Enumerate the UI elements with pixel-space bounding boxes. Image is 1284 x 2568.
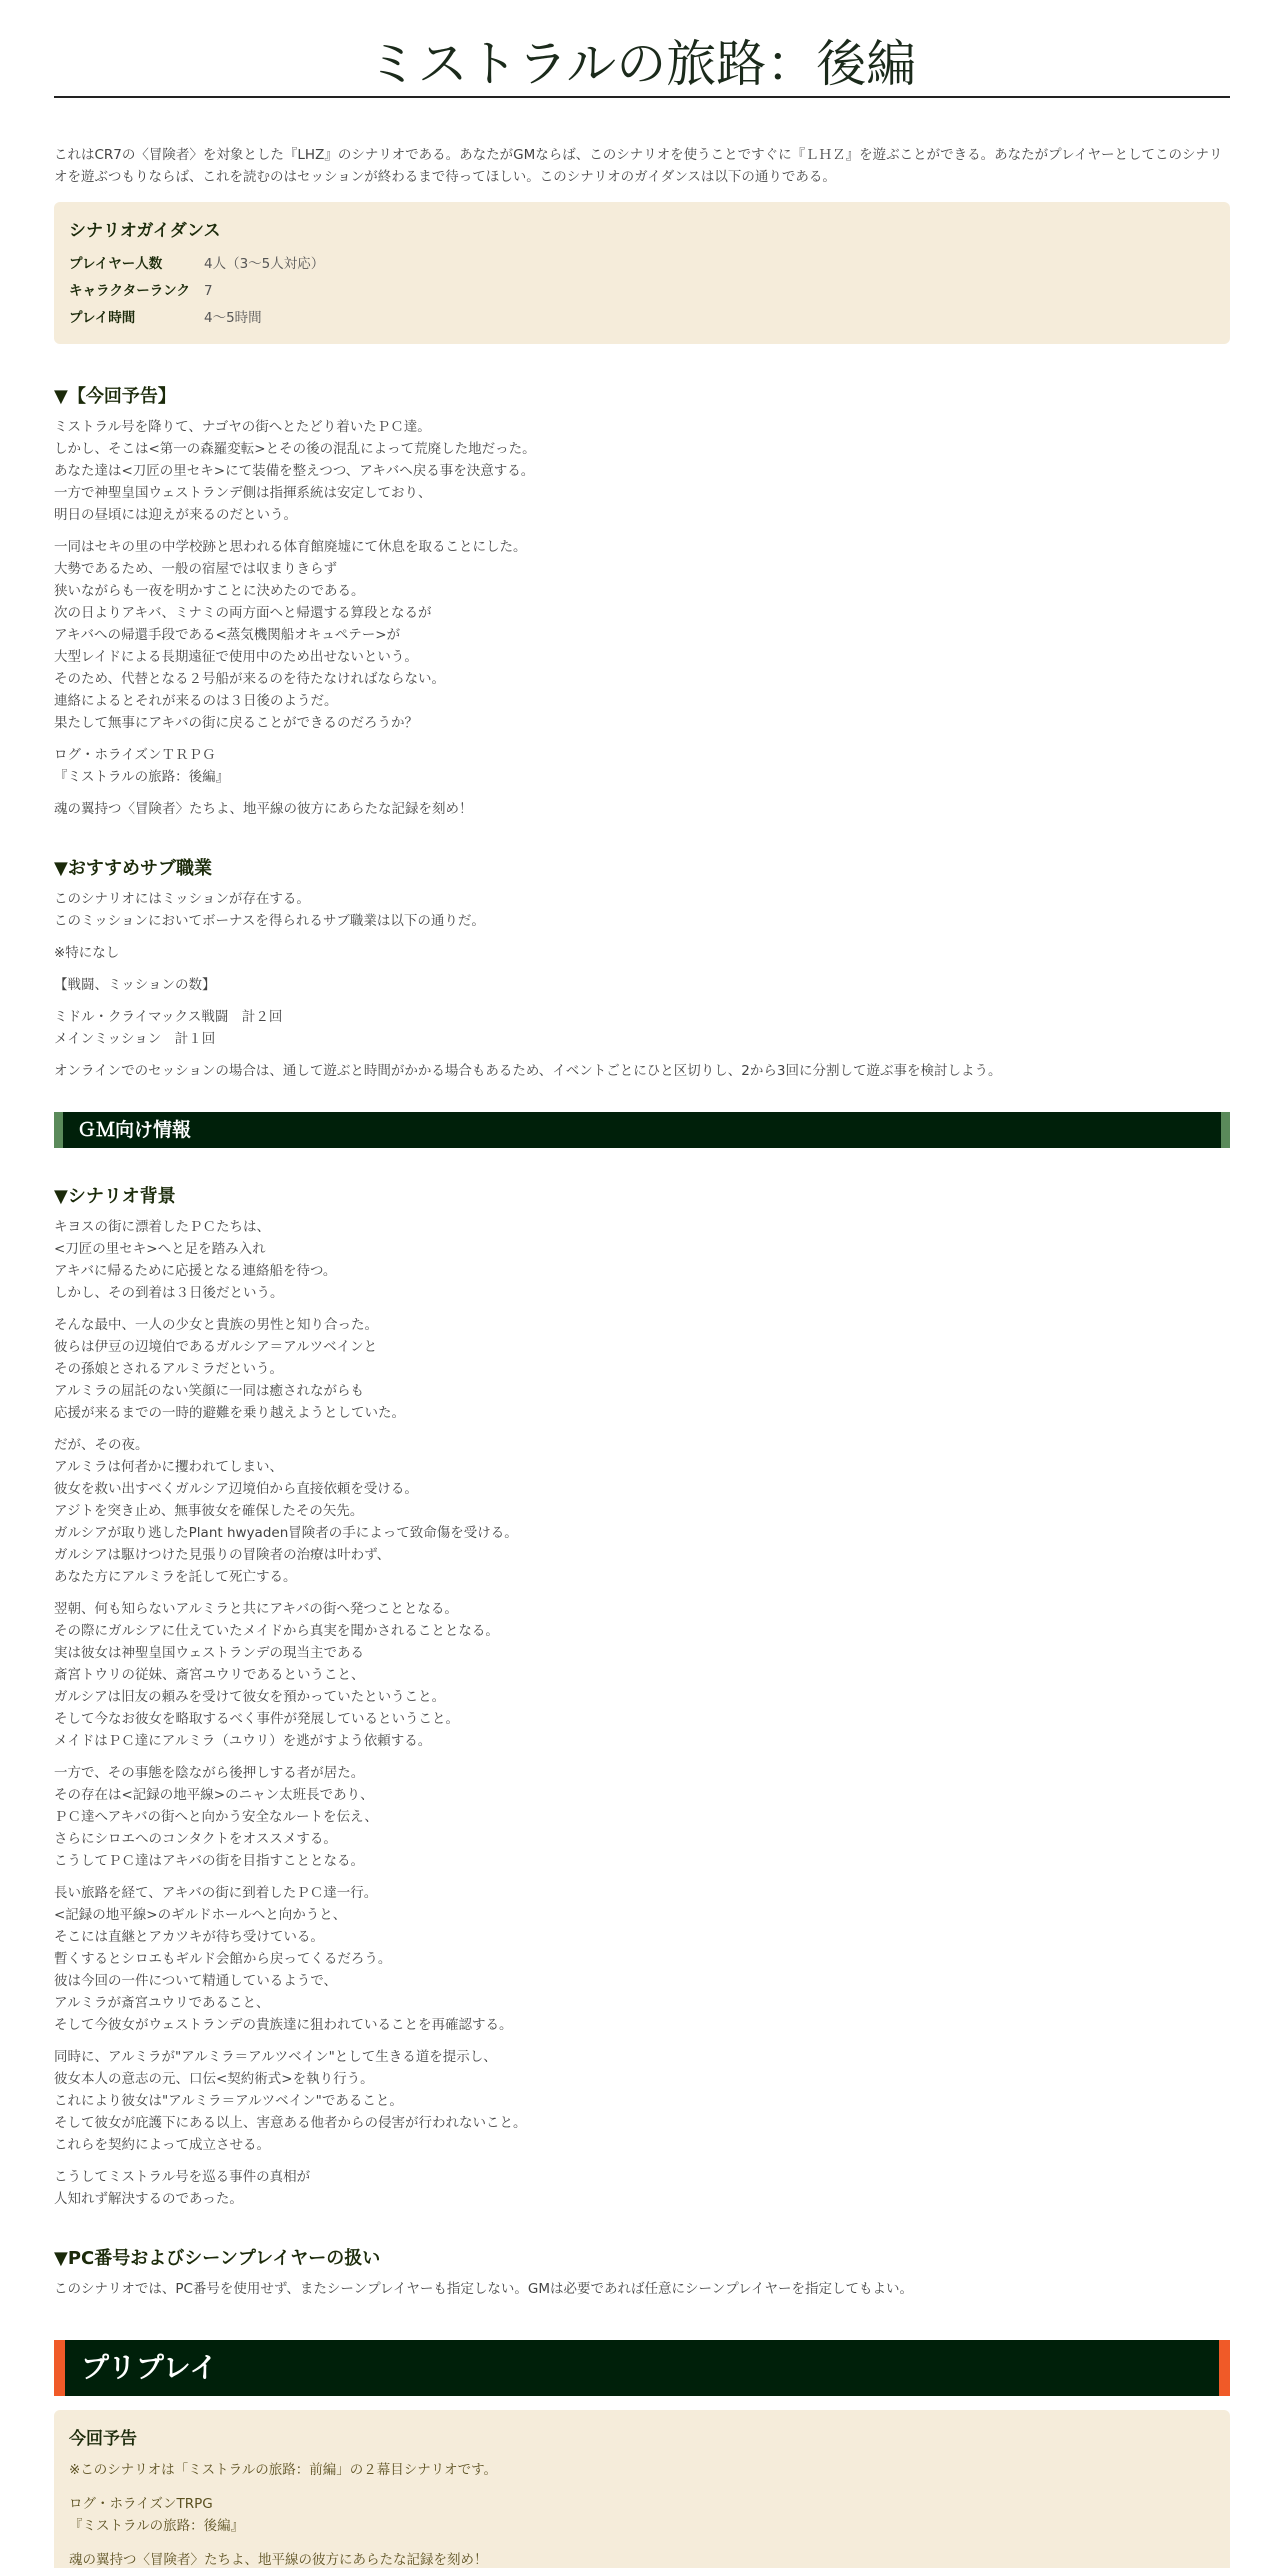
background-line: しかし、その到着は３日後だという。 [54,1285,284,1301]
subclass-paragraph [54,974,1230,996]
background-line: 彼女本人の意志の元、口伝<契約術式>を執り行う。 [54,2071,374,2087]
background-paragraph [54,2046,1230,2156]
subclass-line: ※特になし [54,945,120,961]
background-line: 翌朝、何も知らないアルミラと共にアキバの街へ発つこととなる。 [54,1601,458,1617]
pc-number-section [54,2278,1230,2300]
background-line: ガルシアは旧友の頼みを受けて彼女を預かっていたということ。 [54,1689,446,1705]
preview-line: あなた達は<刀匠の里セキ>にて装備を整えつつ、アキバへ戻る事を決意する。 [54,463,535,479]
background-line: その際にガルシアに仕えていたメイドから真実を聞かされることとなる。 [54,1623,499,1639]
background-paragraph [54,1598,1230,1752]
background-heading: ▼シナリオ背景 [54,1186,176,1207]
preplay-line: ※このシナリオは「ミストラルの旅路：前編」の２幕目シナリオです。 [69,2462,498,2478]
background-line: あなた方にアルミラを託して死亡する。 [54,1569,297,1585]
background-paragraph [54,1434,1230,1588]
scenario-guidance-box [54,202,1230,344]
subclass-paragraph [54,942,1230,964]
preview-line: 魂の翼持つ〈冒険者〉たちよ、地平線の彼方にあらたな記録を刻め！ [54,801,473,817]
page-title: ミストラルの旅路：後編 [54,0,1230,98]
guidance-key: プレイヤー人数 [69,256,163,272]
subclass-paragraph [54,1006,1230,1050]
background-line: その存在は<記録の地平線>のニャン太班長であり、 [54,1787,374,1803]
background-line: こうしてミストラル号を巡る事件の真相が [54,2169,311,2185]
background-line: これにより彼女は"アルミラ＝アルツベイン"であること。 [54,2093,403,2109]
background-paragraph [54,1314,1230,1424]
background-line: だが、その夜。 [54,1437,149,1453]
background-line: アルミラは何者かに攫われてしまい、 [54,1459,283,1475]
background-section [54,1216,1230,2210]
preview-line: 大勢であるため、一般の宿屋では収まりきらず [54,561,337,577]
preplay-paragraph [69,2493,1215,2537]
background-paragraph [54,1882,1230,2036]
guidance-value: 4～5時間 [204,310,262,326]
background-line: ＰＣ達へアキバの街へと向かう安全なルートを伝え、 [54,1809,378,1825]
preview-paragraph [54,536,1230,734]
preview-line: アキバへの帰還手段である<蒸気機関船オキュペテー>が [54,627,401,643]
preview-line: ミストラル号を降りて、ナゴヤの街へとたどり着いたＰＣ達。 [54,419,431,435]
preview-line: 一方で神聖皇国ウェストランデ側は指揮系統は安定しており、 [54,485,432,501]
preview-line: そのため、代替となる２号船が来るのを待たなければならない。 [54,671,445,687]
subclass-section [54,888,1230,1082]
background-line: 同時に、アルミラが"アルミラ＝アルツベイン"として生きる道を提示し、 [54,2049,497,2065]
background-paragraph [54,2166,1230,2210]
pc-number-line: このシナリオでは、PC番号を使用せず、またシーンプレイヤーも指定しない。GMは必要であれば任意にシーンプレイヤーを指定してもよい。 [54,2281,913,2297]
background-line: こうしてＰＣ達はアキバの街を目指すこととなる。 [54,1853,364,1869]
background-line: <刀匠の里セキ>へと足を踏み入れ [54,1241,266,1257]
preplay-preview-body [69,2459,1215,2568]
background-paragraph [54,1762,1230,1872]
background-line: <記録の地平線>のギルドホールへと向かうと、 [54,1907,347,1923]
subclass-line: このシナリオにはミッションが存在する。 [54,891,310,907]
background-line: 人知れず解決するのであった。 [54,2191,243,2207]
preview-line: 『ミストラルの旅路：後編』 [54,769,230,785]
preplay-line: 魂の翼持つ〈冒険者〉たちよ、地平線の彼方にあらたな記録を刻め！ [69,2552,488,2568]
preview-line: 果たして無事にアキバの街に戻ることができるのだろうか？ [54,715,418,731]
background-line: 一方で、その事態を陰ながら後押しする者が居た。 [54,1765,365,1781]
background-line: 応援が来るまでの一時的避難を乗り越えようとしていた。 [54,1405,405,1421]
guidance-key: プレイ時間 [69,310,136,326]
preview-line: 大型レイドによる長期遠征で使用中のため出せないという。 [54,649,418,665]
subclass-line: ミドル・クライマックス戦闘 計２回 [54,1009,283,1025]
guidance-title: シナリオガイダンス [69,221,221,241]
preview-paragraph [54,798,1230,820]
preview-line: 次の日よりアキバ、ミナミの両方面へと帰還する算段となるが [54,605,432,621]
guidance-value: 4人（3～5人対応） [204,256,325,272]
guidance-value: 7 [204,283,213,299]
background-line: 暫くするとシロエもギルド会館から戻ってくるだろう。 [54,1951,392,1967]
subclass-paragraph [54,1060,1230,1082]
background-line: これらを契約によって成立させる。 [54,2137,270,2153]
background-line: アルミラが斎宮ユウリであること、 [54,1995,270,2011]
background-line: その孫娘とされるアルミラだという。 [54,1361,283,1377]
background-line: ガルシアは駆けつけた見張りの冒険者の治療は叶わず、 [54,1547,391,1563]
preplay-preview-title: 今回予告 [69,2429,137,2449]
guidance-row [69,278,1215,305]
guidance-row [69,305,1215,332]
pc-number-paragraph [54,2278,1230,2300]
background-line: そして彼女が庇護下にある以上、害意ある他者からの侵害が行われないこと。 [54,2115,527,2131]
background-line: そして今彼女がウェストランデの貴族達に狙われていることを再確認する。 [54,2017,513,2033]
preview-paragraph [54,744,1230,788]
preview-paragraph [54,416,1230,526]
background-line: アジトを突き止め、無事彼女を確保したその矢先。 [54,1503,364,1519]
preplay-line: 『ミストラルの旅路：後編』 [69,2518,245,2534]
preplay-line: ログ・ホライズンTRPG [69,2496,213,2512]
preview-line: 連絡によるとそれが来るのは３日後のようだ。 [54,693,338,709]
background-line: アキバに帰るために応援となる連絡船を待つ。 [54,1263,337,1279]
background-line: 彼は今回の一件について精通しているようで、 [54,1973,337,1989]
background-line: そして今なお彼女を略取するべく事件が発展しているということ。 [54,1711,459,1727]
background-line: アルミラの屈託のない笑顔に一同は癒されながらも [54,1383,364,1399]
guidance-key: キャラクターランク [69,283,190,299]
guidance-row [69,251,1215,278]
subclass-line: オンラインでのセッションの場合は、通して遊ぶと時間がかかる場合もあるため、イベントごとにひと区切りし、2から3回に分割して遊ぶ事を検討しよう。 [54,1063,1002,1079]
subclass-line: メインミッション 計１回 [54,1031,216,1047]
background-line: 実は彼女は神聖皇国ウェストランデの現当主である [54,1645,364,1661]
preview-section [54,416,1230,820]
background-line: 長い旅路を経て、アキバの街に到着したＰＣ達一行。 [54,1885,378,1901]
background-line: 彼らは伊豆の辺境伯であるガルシア＝アルツベインと [54,1339,378,1355]
preview-line: 狭いながらも一夜を明かすことに決めたのである。 [54,583,365,599]
pc-number-heading: ▼PC番号およびシーンプレイヤーの扱い [54,2248,381,2269]
subclass-line: このミッションにおいてボーナスを得られるサブ職業は以下の通りだ。 [54,913,485,929]
background-line: ガルシアが取り逃したPlant hwyaden冒険者の手によって致命傷を受ける。 [54,1525,518,1541]
background-line: メイドはＰＣ達にアルミラ（ユウリ）を逃がすよう依頼する。 [54,1733,432,1749]
background-line: 彼女を救い出すべくガルシア辺境伯から直接依頼を受ける。 [54,1481,418,1497]
guidance-table [69,251,1215,332]
preplay-paragraph [69,2549,1215,2568]
subclass-paragraph [54,888,1230,932]
preview-line: 一同はセキの里の中学校跡と思われる体育館廃墟にて休息を取ることにした。 [54,539,527,555]
preplay-paragraph [69,2459,1215,2481]
gm-info-bar: ＧＭ向け情報 [54,1112,1230,1148]
preview-line: しかし、そこは<第一の森羅変転>とその後の混乱によって荒廃した地だった。 [54,441,536,457]
background-line: 斎宮トウリの従妹、斎宮ユウリであるということ、 [54,1667,365,1683]
preplay-bar: プリプレイ [54,2340,1230,2396]
preview-line: ログ・ホライズンＴＲＰＧ [54,747,216,763]
subclass-heading: ▼おすすめサブ職業 [54,858,213,879]
intro-text: これはCR7の〈冒険者〉を対象とした『LHZ』のシナリオである。あなたがGMならば、このシナリオを使うことですぐに『ＬＨＺ』を遊ぶことができる。あなたがプレイヤーとしてこのシナリオを遊ぶつもりならば、これを読むのはセッションが終わるまで待ってほしい。このシナリオのガイダンスは以下の通りである。 [54,147,1223,185]
preplay-preview-box [54,2410,1230,2568]
subclass-line: 【戦闘、ミッションの数】 [54,977,216,993]
background-line: さらにシロエへのコンタクトをオススメする。 [54,1831,337,1847]
preview-heading: ▼【今回予告】 [54,386,176,407]
background-line: キヨスの街に漂着したＰＣたちは、 [54,1219,270,1235]
background-paragraph [54,1216,1230,1304]
preview-line: 明日の昼頃には迎えが来るのだという。 [54,507,297,523]
background-line: そこには直継とアカツキが待ち受けている。 [54,1929,324,1945]
background-line: そんな最中、一人の少女と貴族の男性と知り合った。 [54,1317,378,1333]
